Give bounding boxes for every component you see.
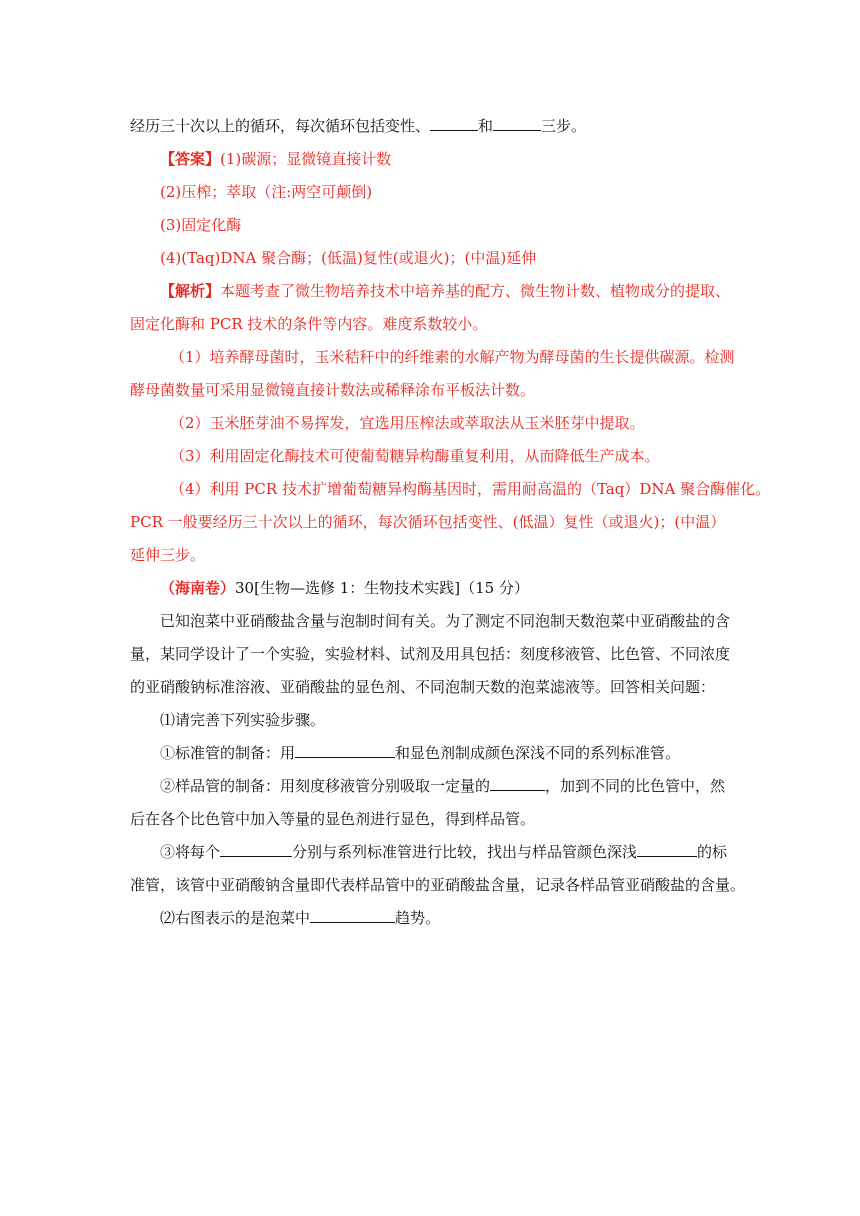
blank-line: [310, 908, 395, 923]
question-text: ⑵右图表示的是泡菜中: [160, 909, 311, 927]
explanation-text: （2）玉米胚芽油不易挥发，宜选用压榨法或萃取法从玉米胚芽中提取。: [170, 414, 645, 432]
question-text: 和显色剂制成颜色深浅不同的系列标准管。: [395, 744, 681, 762]
document-body: [130, 110, 771, 935]
question-line: [130, 638, 730, 671]
question-text: 已知泡菜中亚硝酸盐含量与泡制时间有关。为了测定不同泡制天数泡菜中亚硝酸盐的含: [160, 612, 731, 630]
question-line: [130, 869, 746, 902]
explanation-text: 本题考查了微生物培养技术中培养基的配方、微生物计数、植物成分的提取、: [220, 282, 731, 300]
explanation-label: 【解析】: [160, 282, 221, 300]
question-text: ，加到不同的比色管中，然: [545, 777, 726, 795]
question-text: ①标准管的制备：用: [160, 744, 296, 762]
question-text: 趋势。: [395, 909, 441, 927]
question-text: 准管，该管中亚硝酸钠含量即代表样品管中的亚硝酸盐含量，记录各样品管亚硝酸盐的含量。: [130, 876, 746, 894]
explanation-line: [130, 308, 730, 341]
question-line: [130, 704, 730, 737]
explanation-text: 固定化酶和 PCR 技术的条件等内容。难度系数较小。: [130, 315, 488, 333]
explanation-text: （3）利用固定化酶技术可使葡萄糖异构酶重复利用，从而降低生产成本。: [170, 447, 660, 465]
explanation-line: [130, 539, 730, 572]
question-source: （海南卷）: [160, 579, 236, 597]
blank-line: [493, 116, 541, 131]
question-line: [130, 770, 730, 803]
explanation-line: [130, 440, 730, 473]
question-text: ②样品管的制备：用刻度移液管分别吸取一定量的: [160, 777, 491, 795]
explanation-line: [130, 341, 735, 374]
text-line: [130, 110, 730, 143]
blank-line: [637, 842, 697, 857]
question-line: [130, 836, 730, 869]
question-text: 的亚硝酸钠标准溶液、亚硝酸盐的显色剂、不同泡制天数的泡菜滤液等。回答相关问题：: [130, 678, 716, 696]
text-segment: 经历三十次以上的循环，每次循环包括变性、: [130, 117, 431, 135]
question-text: 后在各个比色管中加入等量的显色剂进行显色，得到样品管。: [130, 810, 536, 828]
question-text: 的标: [697, 843, 728, 861]
blank-line: [295, 743, 395, 758]
answer-label: 【答案】: [160, 150, 221, 168]
question-line: [130, 902, 730, 935]
answer-text: (4)(Taq)DNA 聚合酶；(低温)复性(或退火)；(中温)延伸: [160, 249, 537, 267]
question-line: [130, 671, 730, 704]
explanation-text: 酵母菌数量可采用显微镜直接计数法或稀释涂布平板法计数。: [130, 381, 536, 399]
explanation-line: [130, 374, 730, 407]
question-line: [130, 803, 730, 836]
explanation-line: [130, 407, 730, 440]
answer-text: (2)压榨；萃取（注:两空可颠倒): [160, 183, 373, 201]
explanation-line: [130, 473, 771, 506]
blank-line: [490, 776, 545, 791]
question-text: ⑴请完善下列实验步骤。: [160, 711, 326, 729]
explanation-line: [130, 275, 730, 308]
answer-text: (3)固定化酶: [160, 216, 242, 234]
blank-line: [220, 842, 292, 857]
answer-line: [130, 176, 730, 209]
explanation-text: PCR 一般要经历三十次以上的循环，每次循环包括变性、(低温）复性（或退火)；(中温）: [130, 513, 726, 531]
explanation-line: [130, 506, 730, 539]
question-title: 30[生物—选修 1：生物技术实践]（15 分）: [235, 579, 529, 597]
answer-line: [130, 143, 730, 176]
question-text: 分别与系列标准管进行比较，找出与样品管颜色深浅: [292, 843, 638, 861]
answer-text: (1)碳源；显微镜直接计数: [220, 150, 392, 168]
question-text: 量，某同学设计了一个实验，实验材料、试剂及用具包括：刻度移液管、比色管、不同浓度: [130, 645, 731, 663]
question-text: ③将每个: [160, 843, 221, 861]
answer-line: [130, 242, 730, 275]
explanation-text: 延伸三步。: [130, 546, 206, 564]
question-line: [130, 737, 730, 770]
question-line: [130, 605, 730, 638]
blank-line: [430, 116, 478, 131]
explanation-text: （1）培养酵母菌时，玉米秸秆中的纤维素的水解产物为酵母菌的生长提供碳源。检测: [170, 348, 735, 366]
answer-line: [130, 209, 730, 242]
text-segment: 三步。: [541, 117, 587, 135]
explanation-text: （4）利用 PCR 技术扩增葡萄糖异构酶基因时，需用耐高温的（Taq）DNA 聚合酶催化。: [170, 480, 771, 498]
question-heading: [130, 572, 730, 605]
text-segment: 和: [478, 117, 494, 135]
